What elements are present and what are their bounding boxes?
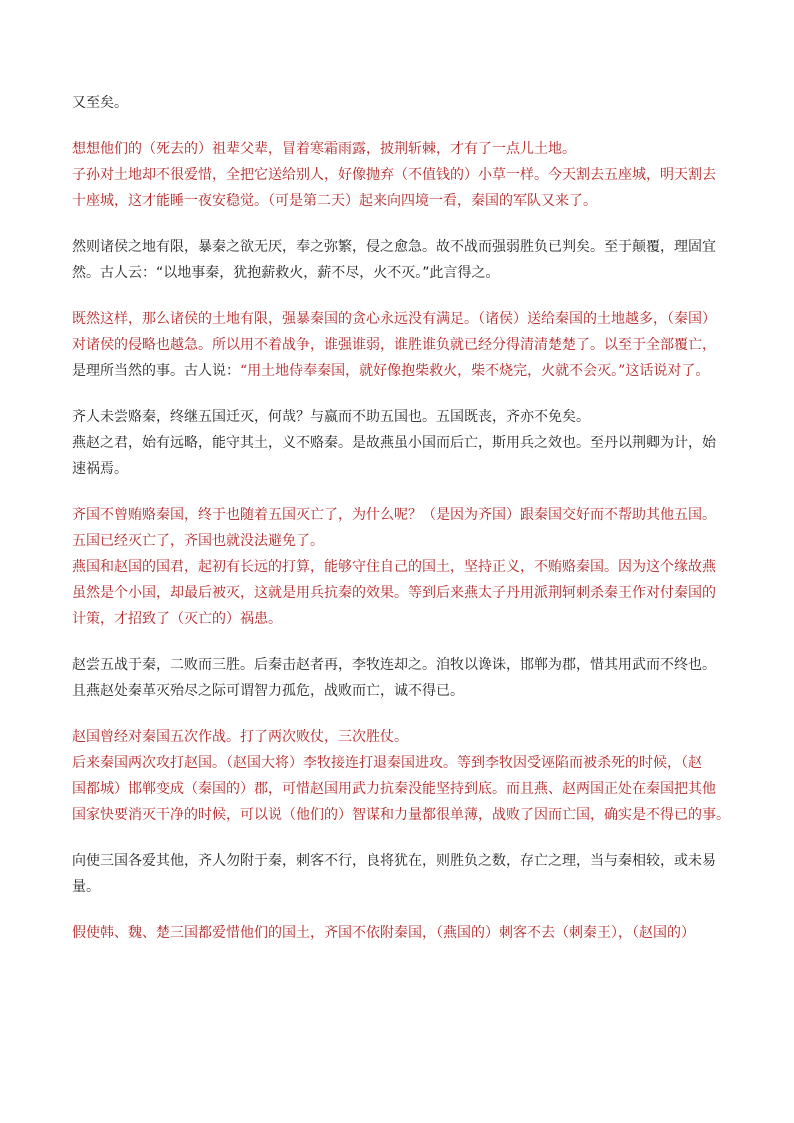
paragraph-6-translation: [72, 502, 732, 632]
text-line: 计策，才招致了（灭亡的）祸患。: [72, 611, 282, 627]
text-line: 燕国和赵国的国君，起初有长远的打算，能够守住自己的国土，坚持正义，不贿赂秦国。因为这个缘故燕: [72, 559, 716, 575]
text-line: 既然这样，那么诸侯的土地有限，强暴秦国的贪心永远没有满足。（诸侯）送给秦国的土地越多，（秦国）: [72, 311, 716, 327]
quoted-translation: “用土地侍奉秦国，就好像抱柴救火，柴不烧完，火就不会灭。”这话说对了。: [240, 363, 710, 379]
text-line-plain: 是理所当然的事。古人说：: [72, 363, 240, 379]
text-line: 量。: [72, 879, 100, 895]
text-line-with-quote: [72, 358, 732, 384]
text-line: 齐国不曾贿赂秦国，终于也随着五国灭亡了，为什么呢？（是因为齐国）跟秦国交好而不帮助其他五国。: [72, 507, 716, 523]
text-line: 想想他们的（死去的）祖辈父辈，冒着寒霜雨露，披荆斩棘，才有了一点儿土地。: [72, 141, 576, 157]
text-line: 国都城）邯郸变成（秦国的）郡，可惜赵国用武力抗秦没能坚持到底。而且燕、赵两国正处在秦国把其他: [72, 781, 716, 797]
text-line: 五国已经灭亡了，齐国也就没法避免了。: [72, 533, 324, 549]
text-line: 子孙对土地却不很爱惜，全把它送给别人，好像抛弃（不值钱的）小草一样。今天割去五座城，明天割去: [72, 167, 716, 183]
text-line: 赵国曾经对秦国五次作战。打了两次败仗，三次胜仗。: [72, 729, 408, 745]
text-line: 赵尝五战于秦，二败而三胜。后秦击赵者再，李牧连却之。洎牧以谗诛，邯郸为郡，惜其用武而不终也。: [72, 657, 716, 673]
text-line: 速祸焉。: [72, 461, 128, 477]
text-line: 齐人未尝赂秦，终继五国迁灭，何哉？与嬴而不助五国也。五国既丧，齐亦不免矣。: [72, 409, 590, 425]
text-line: 向使三国各爱其他，齐人勿附于秦，刺客不行，良将犹在，则胜负之数，存亡之理，当与秦相较，或未易: [72, 853, 716, 869]
paragraph-5: [72, 404, 732, 482]
text-line: 对诸侯的侵略也越急。所以用不着战争，谁强谁弱，谁胜谁负就已经分得清清楚楚了。以至于全部覆亡，: [72, 337, 716, 353]
text-line: 后来秦国两次攻打赵国。（赵国大将）李牧接连打退秦国进攻。等到李牧因受诬陷而被杀死的时候，（赵: [72, 755, 702, 771]
paragraph-8-translation: [72, 724, 732, 828]
paragraph-4-translation: [72, 306, 732, 384]
paragraph-9: [72, 848, 732, 900]
text-line: 虽然是个小国，却最后被灭，这就是用兵抗秦的效果。等到后来燕太子丹用派荆轲刺杀秦王作对付秦国的: [72, 585, 716, 601]
text-line: 然则诸侯之地有限，暴秦之欲无厌，奉之弥繁，侵之愈急。故不战而强弱胜负已判矣。至于颠覆，理固宜: [72, 239, 716, 255]
paragraph-3: [72, 234, 732, 286]
text-line: 且燕赵处秦革灭殆尽之际可谓智力孤危，战败而亡，诚不得已。: [72, 683, 464, 699]
paragraph-10-translation: [72, 920, 732, 946]
paragraph-7: [72, 652, 732, 704]
text-line: 然。古人云：“以地事秦，犹抱薪救火，薪不尽，火不灭。”此言得之。: [72, 265, 500, 281]
paragraph-1: [72, 90, 732, 116]
document-page: [72, 90, 732, 966]
text-line: 燕赵之君，始有远略，能守其土，义不赂秦。是故燕虽小国而后亡，斯用兵之效也。至丹以荆卿为计，始: [72, 435, 716, 451]
paragraph-2-translation: [72, 136, 732, 214]
text-line: 国家快要消灭干净的时候，可以说（他们的）智谋和力量都很单薄，战败了因而亡国，确实是不得已的事。: [72, 807, 730, 823]
text-line: 又至矣。: [72, 95, 128, 111]
text-line: 十座城，这才能睡一夜安稳觉。（可是第二天）起来向四境一看，秦国的军队又来了。: [72, 193, 597, 209]
text-line: 假使韩、魏、楚三国都爱惜他们的国土，齐国不依附秦国，（燕国的）刺客不去（刺秦王），（赵国的）: [72, 925, 695, 941]
